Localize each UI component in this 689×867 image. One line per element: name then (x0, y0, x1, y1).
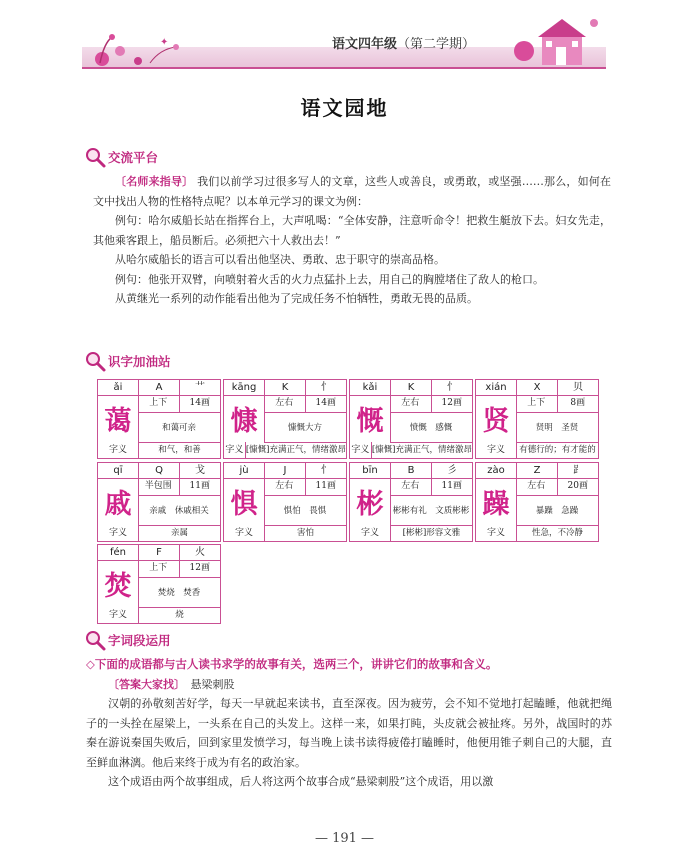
meaning: 烧 (175, 610, 184, 620)
word-examples: 惧怕 畏惧 (264, 495, 346, 526)
radical: 忄 (321, 465, 331, 476)
stroke-count: 11画 (315, 481, 336, 491)
conclusion-paragraph: 这个成语由两个故事组成，后人将这两个故事合成“悬梁刺股”这个成语，用以激 (108, 775, 494, 788)
meaning-row (224, 442, 346, 459)
magnifier-icon (84, 350, 106, 372)
structure: 上下 (516, 395, 558, 412)
stroke-count: 12画 (441, 398, 462, 408)
word-examples: 慷慨大方 (264, 412, 346, 443)
section-literacy-heading (84, 350, 171, 372)
analysis-2: 从黄继光一系列的动作能看出他为了完成任务不怕牺牲，勇敢无畏的品质。 (115, 292, 478, 305)
index-letter: A (139, 380, 180, 395)
meaning-label: 字义 (476, 442, 517, 459)
character: 躁 (476, 478, 517, 525)
index-letter: F (139, 545, 180, 560)
pinyin: zào (476, 463, 517, 478)
stroke-count: 20画 (567, 481, 588, 491)
index-letter: Z (517, 463, 558, 478)
index-letter: K (265, 380, 306, 395)
meaning-row (350, 442, 472, 459)
structure: 半包围 (138, 478, 180, 495)
index-letter: K (391, 380, 432, 395)
header-book-title: 语文四年级 (332, 37, 398, 52)
section-words-label: 字词段运用 (108, 633, 171, 648)
meaning-label: 字义 (476, 525, 517, 542)
meaning-row (350, 525, 472, 542)
character-card (97, 379, 221, 459)
structure-row (138, 560, 220, 578)
pinyin: qī (98, 463, 139, 478)
teacher-guide-tag: 〔名师来指导〕 (115, 175, 194, 188)
pinyin: kǎi (350, 380, 391, 395)
radical: 火 (195, 547, 205, 558)
structure-row (516, 478, 598, 496)
meaning-row (224, 525, 346, 542)
radical: ⻊ (573, 465, 583, 476)
meaning: 亲属 (170, 528, 188, 538)
word-examples: 贤明 圣贤 (516, 412, 598, 443)
pinyin-row (98, 545, 220, 561)
page-title: 语文园地 (300, 96, 389, 120)
meaning-label: 字义 (98, 607, 139, 624)
stroke-count: 14画 (315, 398, 336, 408)
svg-text:✦: ✦ (160, 37, 169, 48)
pinyin: bīn (350, 463, 391, 478)
index-letter: J (265, 463, 306, 478)
character-card (97, 462, 221, 542)
index-letter: Q (139, 463, 180, 478)
meaning: [慷慨]充满正气，情绪激昂 (245, 445, 346, 455)
radical: 忄 (447, 382, 457, 393)
structure-row (390, 395, 472, 413)
structure-row (390, 478, 472, 496)
answer-line (86, 675, 612, 695)
character-card (349, 462, 473, 542)
header-title (332, 15, 475, 75)
pinyin: ǎi (98, 380, 139, 395)
exchange-paragraph (93, 172, 611, 211)
index-letter: X (517, 380, 558, 395)
character: 彬 (350, 478, 391, 525)
stroke-count: 12画 (189, 563, 210, 573)
stroke-count: 14画 (189, 398, 210, 408)
pinyin-row (350, 463, 472, 479)
structure: 左右 (390, 395, 432, 412)
story-paragraph: 汉朝的孙敬刻苦好学，每天一早就起来读书，直至深夜。因为疲劳，会不知不觉地打起瞌睡，他就把绳子的一头拴在屋梁上，一头系在自己的头发上。这样一来，如果打盹，头皮就会被扯疼。另外，战国时的苏秦在游说秦国失败后，回到家里发愤学习，每当晚上读书读得疲倦打瞌睡时，他便用锥子刺自己的大腿，直至鲜血淋漓。他后来终于成为有名的政治家。 (86, 697, 612, 769)
page-header (82, 15, 606, 70)
meaning-row (98, 442, 220, 459)
meaning-label: 字义 (350, 442, 372, 459)
flower-decoration-icon (90, 33, 210, 73)
index-letter: B (391, 463, 432, 478)
pinyin: fén (98, 545, 139, 560)
meaning: 有德行的；有才能的 (519, 445, 596, 455)
magnifier-icon (84, 146, 106, 168)
word-examples: 暴躁 急躁 (516, 495, 598, 526)
structure: 左右 (516, 478, 558, 495)
character: 蔼 (98, 395, 139, 442)
answer-idiom: 悬梁刺股 (190, 677, 235, 691)
pinyin-row (98, 463, 220, 479)
page-number: — 191 — (314, 831, 375, 846)
structure-row (516, 395, 598, 413)
meaning-label: 字义 (98, 525, 139, 542)
structure-row (264, 478, 346, 496)
pinyin-row (476, 380, 598, 396)
character-card (97, 544, 221, 624)
meaning: 性急，不冷静 (531, 528, 583, 538)
radical: 忄 (321, 382, 331, 393)
pinyin-row (476, 463, 598, 479)
house-decoration-icon (512, 15, 602, 67)
structure: 上下 (138, 395, 180, 412)
meaning-row (476, 525, 598, 542)
pinyin: xián (476, 380, 517, 395)
stroke-count: 11画 (441, 481, 462, 491)
meaning-label: 字义 (224, 525, 265, 542)
radical: 戈 (195, 465, 205, 476)
structure: 上下 (138, 560, 180, 577)
meaning: [彬彬]形容文雅 (402, 528, 461, 538)
pinyin-row (98, 380, 220, 396)
word-examples: 焚烧 焚香 (138, 577, 220, 608)
meaning-row (98, 525, 220, 542)
structure-row (264, 395, 346, 413)
stroke-count: 11画 (189, 481, 210, 491)
magnifier-icon (84, 629, 106, 651)
stroke-count: 8画 (570, 398, 586, 408)
meaning: [慷慨]充满正气，情绪激昂 (371, 445, 472, 455)
example-sentence-1: 例句：哈尔威船长站在指挥台上，大声吼喝：“全体安静，注意听命令！把救生艇放下去。妇女先走，其他乘客跟上，船员断后。必须把六十人救出去！” (93, 214, 611, 247)
section-words-heading (84, 629, 171, 651)
section-literacy-label: 识字加油站 (108, 354, 171, 369)
header-term: （第二学期） (397, 37, 476, 52)
analysis-1: 从哈尔威船长的语言可以看出他坚决、勇敢、忠于职守的崇高品格。 (115, 253, 445, 266)
meaning-row (98, 607, 220, 624)
word-examples: 愤慨 感慨 (390, 412, 472, 443)
radical: 艹 (195, 382, 205, 393)
structure: 左右 (264, 478, 306, 495)
section-exchange-heading (84, 146, 158, 168)
example-sentence-2: 例句：他张开双臂，向喷射着火舌的火力点猛扑上去，用自己的胸膛堵住了敌人的枪口。 (115, 272, 544, 286)
radical: 彡 (447, 465, 457, 476)
idiom-question: ◇下面的成语都与古人读书求学的故事有关，选两三个，讲讲它们的故事和含义。 (86, 657, 498, 671)
pinyin: kāng (224, 380, 265, 395)
exchange-content (93, 172, 611, 309)
pinyin: jù (224, 463, 265, 478)
character: 焚 (98, 560, 139, 607)
character-card (475, 379, 599, 459)
pinyin-row (224, 463, 346, 479)
meaning-label: 字义 (224, 442, 246, 459)
pinyin-row (224, 380, 346, 396)
character-card (349, 379, 473, 459)
structure: 左右 (264, 395, 306, 412)
structure: 左右 (390, 478, 432, 495)
exchange-intro: 我们以前学习过很多写人的文章，这些人或善良，或勇敢，或坚强……那么，如何在文中找出人物的性格特点呢？以本单元学习的课文为例： (93, 175, 612, 208)
word-examples: 亲戚 休戚相关 (138, 495, 220, 526)
character-card (223, 462, 347, 542)
character: 贤 (476, 395, 517, 442)
meaning: 害怕 (296, 528, 314, 538)
pinyin-row (350, 380, 472, 396)
meaning-label: 字义 (350, 525, 391, 542)
character: 慨 (350, 395, 391, 442)
radical: 贝 (573, 382, 583, 393)
character: 慷 (224, 395, 265, 442)
word-examples: 和蔼可亲 (138, 412, 220, 443)
character: 惧 (224, 478, 265, 525)
answer-tag: 〔答案大家找〕 (108, 677, 180, 691)
meaning-row (476, 442, 598, 459)
character: 戚 (98, 478, 139, 525)
structure-row (138, 395, 220, 413)
structure-row (138, 478, 220, 496)
meaning: 和气，和善 (158, 445, 201, 455)
character-card (475, 462, 599, 542)
word-examples: 彬彬有礼 文质彬彬 (390, 495, 472, 526)
words-content (86, 655, 612, 792)
section-exchange-label: 交流平台 (108, 150, 159, 165)
meaning-label: 字义 (98, 442, 139, 459)
character-card (223, 379, 347, 459)
